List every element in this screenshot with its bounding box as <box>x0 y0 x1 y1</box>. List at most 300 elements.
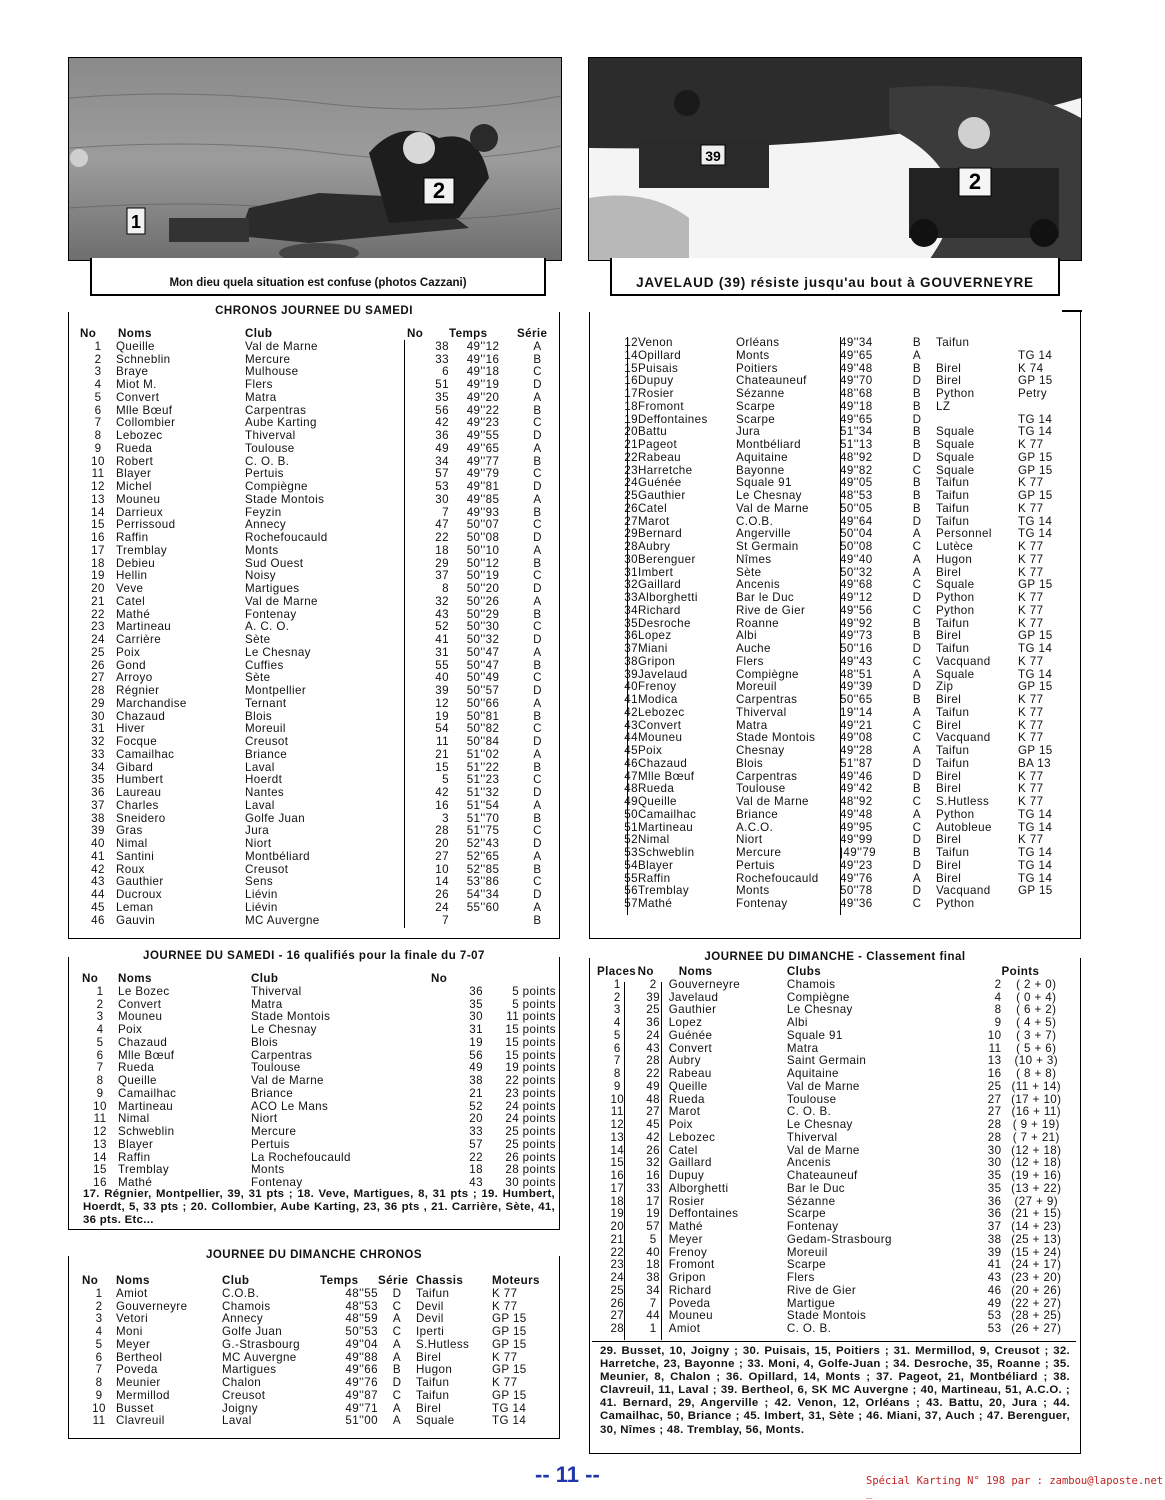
table-cell: G.-Strasbourg <box>222 1337 301 1351</box>
table-cell: A <box>533 696 542 710</box>
table-cell: Javelaud <box>668 990 719 1004</box>
box-title: CHRONOS JOURNEE DU SAMEDI <box>69 304 559 318</box>
table-cell: Python <box>936 897 975 910</box>
table-cell: A <box>533 747 542 761</box>
dimanche-classement-footnote: 29. Busset, 10, Joigny ; 30. Puisais, 15, Poitiers ; 31. Mermillod, 9, Creusot ; 32. Harretche, 23, Bayonne ; 33. Moni, 4, Golfe-Juan ; 34. Desroche, 35, Roanne ; 35. Meunier, 8, Chalon ; 36. Opillard, 14, Monts ; 37. Pageot, 21, Montbéliard ; 38. Clavreuil, 11, Laval ; 39. Bertheol, 6, SK MC Auvergne ; 40, Martineau, 51, A.C.O. ; 41. Bernard, 29, Angerville ; 42. Venon, 12, Orléans ; 43. Battu, 20, Jura ; 44. Camailhac, 50, Briance ; 45. Imbert, 31, Sète ; 46. Miani, 37, Auch ; 47. Berenguer, 30, Nîmes ; 48. Tremblay, 56, Monts. <box>600 1345 1070 1436</box>
table-cell: 2 <box>649 977 657 991</box>
table-cell: 49 <box>435 441 449 455</box>
table-cell: C <box>912 795 922 808</box>
table-cell: (26 + 27) <box>1011 1322 1062 1335</box>
table-cell: 3 <box>94 365 102 379</box>
table-cell: 57 <box>469 1137 483 1151</box>
table-cell: 49''77 <box>466 454 500 468</box>
table-row <box>600 350 1070 363</box>
table-cell: Michel <box>116 480 152 493</box>
table-cell: B <box>392 1363 402 1377</box>
table-cell: 49''71 <box>345 1401 378 1415</box>
table-cell: 13 <box>91 492 105 506</box>
table-cell: 48 <box>624 782 638 796</box>
table-row <box>82 1326 552 1339</box>
photo-left-caption <box>90 258 546 296</box>
table-cell: Fontenay <box>786 1220 839 1233</box>
table-cell: Raffin <box>116 531 149 544</box>
table-cell: Gauthier <box>116 875 164 889</box>
table-cell: (20 + 26) <box>1011 1283 1062 1297</box>
table-cell: D <box>912 769 922 783</box>
table-cell: C <box>392 1388 402 1402</box>
table-cell: 22 <box>646 1067 660 1080</box>
table-cell: 12 <box>624 336 638 349</box>
table-cell: 24 points <box>505 1112 556 1126</box>
table-cell: D <box>912 884 922 898</box>
table-cell: Compiègne <box>245 480 308 493</box>
table-cell: Carpentras <box>736 769 798 783</box>
table-cell: 51''87 <box>840 756 873 770</box>
table-cell: Veve <box>116 582 144 595</box>
table-cell: 27 <box>987 1105 1002 1119</box>
col-points <box>483 973 556 986</box>
table-cell: 49''18 <box>840 399 873 413</box>
table-cell: Creusot <box>222 1388 266 1402</box>
table-cell: Taifun <box>936 756 970 770</box>
table-row <box>600 452 1070 465</box>
table-cell: 36 <box>646 1016 660 1029</box>
table-cell: 41 <box>91 849 105 863</box>
table-cell: Rueda <box>116 441 153 455</box>
table-cell: Flers <box>736 654 764 668</box>
table-cell: 19 <box>646 1207 660 1221</box>
table-cell: 2 <box>96 997 104 1011</box>
table-cell: Stade Montois <box>251 1010 331 1024</box>
table-cell: C <box>912 603 922 617</box>
table-cell: TG 14 <box>1018 412 1053 426</box>
box-title: JOURNEE DU DIMANCHE CHRONOS <box>69 1248 559 1262</box>
table-cell: 52 <box>469 1099 483 1113</box>
table-cell: Le Chesnay <box>736 489 802 502</box>
table-cell: Taifun <box>936 336 970 349</box>
table-cell: Poix <box>638 744 663 757</box>
table-cell: 49''36 <box>840 897 873 910</box>
table-row <box>80 634 558 647</box>
table-cell: Gripon <box>668 1271 706 1284</box>
table-cell: 50''57 <box>466 684 500 697</box>
table-cell: 40 <box>435 671 449 685</box>
photo-left <box>68 57 562 261</box>
table-cell: Convert <box>118 997 162 1011</box>
table-cell: 6 <box>442 365 449 379</box>
table-cell: GP 15 <box>492 1363 527 1377</box>
table-row <box>600 860 1070 873</box>
table-cell: Gaillard <box>668 1156 712 1170</box>
table-cell: 35 <box>987 1181 1002 1195</box>
table-row <box>600 401 1070 414</box>
table-cell: 34 <box>91 760 105 774</box>
table-cell: Joigny <box>222 1401 258 1415</box>
table-cell: Sens <box>245 875 274 889</box>
table-cell: (12 + 18) <box>1011 1143 1062 1157</box>
table-cell: 22 <box>91 607 105 621</box>
table-cell: 7 <box>96 1061 104 1075</box>
table-row <box>82 1088 556 1101</box>
table-cell: Mlle Bœuf <box>118 1048 175 1062</box>
table-cell: 28 points <box>505 1163 556 1177</box>
box-title: JOURNEE DU SAMEDI - 16 qualifiés pour la finale du 7-07 <box>69 949 559 963</box>
table-row <box>80 545 558 558</box>
table-cell: 28 <box>987 1118 1002 1131</box>
table-cell: 54''34 <box>466 888 500 901</box>
table-cell: Meyer <box>668 1232 703 1246</box>
table-cell: (21 + 15) <box>1011 1207 1062 1221</box>
table-cell: C <box>912 540 922 553</box>
table-row <box>600 745 1070 758</box>
table-cell: Auche <box>736 642 771 655</box>
table-cell: 23 <box>610 1258 625 1272</box>
table-cell: 16 <box>91 531 105 544</box>
table-cell: 50''66 <box>466 696 500 710</box>
table-row <box>600 847 1070 860</box>
table-cell: 14 <box>91 505 105 519</box>
table-row <box>600 439 1070 452</box>
table-cell: Hugon <box>416 1363 453 1377</box>
table-cell: 49''39 <box>840 680 873 694</box>
table-cell: Carrière <box>116 633 162 646</box>
table-cell: 51''13 <box>840 438 873 451</box>
table-cell: K 77 <box>1018 693 1044 706</box>
table-cell: Rueda <box>668 1092 705 1106</box>
table-row <box>80 915 558 928</box>
table-cell: 22 points <box>505 1074 556 1087</box>
table-cell: Rabeau <box>638 450 682 464</box>
table-cell: 28 <box>435 824 449 838</box>
table-cell: Taifun <box>416 1388 450 1402</box>
table-cell: 35 <box>435 390 449 404</box>
table-cell: Miot M. <box>116 378 157 391</box>
table-cell: Opillard <box>638 348 682 362</box>
table-cell: GP 15 <box>1018 374 1053 388</box>
table-cell: 28 <box>624 540 638 553</box>
table-cell: Angerville <box>736 527 791 541</box>
table-cell: C <box>912 578 922 592</box>
table-cell: Hugon <box>936 552 973 566</box>
table-cell: 48''92 <box>840 795 873 808</box>
col-club: Club <box>251 972 279 985</box>
table-cell: Vetori <box>116 1312 149 1326</box>
table-cell: GP 15 <box>1018 578 1053 592</box>
table-cell: 48''59 <box>345 1312 378 1326</box>
table-cell: 29 <box>91 696 105 710</box>
col-club: Club <box>222 1274 250 1287</box>
table-cell: Martineau <box>116 620 172 634</box>
table-cell: 6 <box>96 1048 104 1062</box>
table-cell: 53 <box>987 1309 1002 1323</box>
table-cell: Feyzin <box>245 505 282 519</box>
table-row <box>80 494 558 507</box>
table-cell: 49''92 <box>840 616 873 630</box>
table-cell: 3 <box>95 1312 103 1326</box>
table-cell: TG 14 <box>492 1414 527 1428</box>
table-cell: TG 14 <box>1018 858 1053 872</box>
table-cell: 42 <box>435 416 449 430</box>
table-cell: 50''30 <box>466 620 500 634</box>
table-cell: Martigue <box>786 1296 836 1310</box>
table-cell: Niort <box>245 837 272 850</box>
table-cell: A <box>912 527 922 541</box>
table-cell: 31 <box>91 722 105 736</box>
table-cell: Moreuil <box>786 1245 828 1259</box>
table-cell: B <box>912 387 922 400</box>
table-cell: (25 + 13) <box>1011 1232 1062 1246</box>
table-cell: A <box>392 1337 402 1351</box>
table-cell: Desroche <box>638 616 691 630</box>
table-cell: (24 + 17) <box>1011 1258 1062 1272</box>
table-cell: B <box>912 425 922 439</box>
table-cell: Camailhac <box>116 747 175 761</box>
table-row <box>600 490 1070 503</box>
samedi-qualifies-rows <box>82 986 556 1190</box>
table-cell: 13 <box>93 1137 107 1151</box>
table-cell: LZ <box>936 399 951 413</box>
table-cell: 42 <box>91 862 105 876</box>
table-cell: Camailhac <box>638 807 697 821</box>
table-cell: 55''60 <box>466 900 500 914</box>
table-cell: Clavreuil <box>116 1414 165 1428</box>
table-cell: K 77 <box>1018 833 1044 847</box>
table-row <box>600 337 1070 350</box>
table-row <box>600 694 1070 707</box>
table-cell: 23 points <box>505 1086 556 1100</box>
table-cell: Rosier <box>668 1194 705 1208</box>
table-cell: 21 <box>610 1232 625 1246</box>
table-cell: Rosier <box>638 387 674 400</box>
table-cell: 27 <box>610 1309 625 1323</box>
table-cell: A <box>912 705 922 719</box>
table-cell: Mulhouse <box>245 365 299 379</box>
table-row <box>600 592 1070 605</box>
table-cell: 22 <box>469 1150 483 1164</box>
table-cell: Modica <box>638 693 678 706</box>
table-cell: 25 points <box>505 1125 556 1138</box>
table-cell: Alborghetti <box>668 1181 729 1195</box>
table-cell: 26 points <box>505 1150 556 1164</box>
table-cell: Harretche <box>638 463 693 477</box>
table-cell: Bayonne <box>736 463 785 477</box>
table-row <box>600 707 1070 720</box>
table-cell: A <box>912 565 922 579</box>
table-cell: 49''85 <box>466 492 500 506</box>
caption-text: JAVELAUD (39) résiste jusqu'au bout à GOUVERNEYRE <box>636 275 1034 290</box>
table-row <box>80 749 558 762</box>
table-cell: Chalon <box>222 1376 262 1389</box>
table-cell: 29 <box>624 527 638 541</box>
table-row <box>600 732 1070 745</box>
table-cell: 49''95 <box>840 820 873 834</box>
table-cell: K 77 <box>1018 782 1044 796</box>
table-cell: K 77 <box>1018 438 1044 451</box>
table-cell: Petry <box>1018 387 1048 400</box>
table-cell: C <box>533 365 542 379</box>
table-cell: 51 <box>624 820 638 834</box>
table-cell: K 77 <box>1018 476 1044 490</box>
table-cell: Hellin <box>116 569 148 583</box>
table-cell: GP 15 <box>1018 744 1053 757</box>
table-cell: 25 <box>646 1003 660 1017</box>
table-cell: 27 <box>435 849 449 863</box>
table-cell: Autobleue <box>936 820 992 834</box>
table-cell: 53 <box>624 846 638 859</box>
table-cell: B <box>912 501 922 515</box>
table-cell: 30 <box>435 492 449 506</box>
table-cell: Carpentras <box>736 693 798 706</box>
table-cell: Braye <box>116 365 149 379</box>
table-cell: 50''19 <box>466 569 500 583</box>
table-cell: 17 <box>646 1194 660 1208</box>
table-cell: Taifun <box>936 705 970 719</box>
table-cell: Raffin <box>638 871 671 885</box>
table-cell: Tremblay <box>116 543 168 557</box>
table-cell: 50''53 <box>345 1325 378 1338</box>
table-cell: 43 <box>435 607 449 621</box>
table-cell: K 77 <box>1018 769 1044 783</box>
table-row <box>80 698 558 711</box>
table-cell: 24 <box>610 1271 625 1284</box>
table-row <box>597 1119 1071 1132</box>
table-cell: 49''68 <box>840 578 873 592</box>
table-cell: Robert <box>116 454 154 468</box>
table-row <box>82 1126 556 1139</box>
table-cell: 13 <box>610 1130 625 1144</box>
table-cell: 37 <box>624 642 638 655</box>
table-row <box>597 1272 1071 1285</box>
table-row <box>600 388 1070 401</box>
kart-crash-photo <box>69 58 561 260</box>
kart-number: 2 <box>968 169 982 194</box>
table-cell: 55 <box>624 871 638 885</box>
table-cell: TG 14 <box>1018 425 1053 439</box>
table-cell: 28 <box>610 1322 625 1335</box>
table-row <box>80 443 558 456</box>
table-cell: S.Hutless <box>416 1337 470 1351</box>
table-cell: Chazaud <box>116 709 166 723</box>
table-cell: C <box>912 731 922 745</box>
table-cell: Camailhac <box>118 1086 177 1100</box>
table-cell: ( 4 + 5) <box>1016 1016 1057 1029</box>
table-cell: 49''65 <box>840 348 873 362</box>
table-cell <box>1018 337 1070 350</box>
table-cell: 32 <box>646 1156 660 1170</box>
table-cell: 26 <box>91 658 105 672</box>
table-cell: A <box>533 543 542 557</box>
table-cell: 9 <box>95 1388 103 1402</box>
table-cell: K 77 <box>1018 540 1044 553</box>
table-cell: Rive de Gier <box>786 1283 857 1297</box>
table-cell: Santini <box>116 849 155 863</box>
table-cell: Laval <box>245 798 275 812</box>
table-cell: Birel <box>936 718 962 732</box>
table-cell: B <box>912 616 922 630</box>
table-cell: C <box>392 1325 402 1338</box>
table-cell: 19 points <box>505 1061 556 1075</box>
table-cell: Moreuil <box>736 680 777 694</box>
table-cell: 19 <box>435 709 449 723</box>
table-cell: 9 <box>94 441 102 455</box>
table-cell: D <box>912 374 922 388</box>
table-cell: Meunier <box>116 1376 161 1389</box>
table-cell: Vacquand <box>936 654 991 668</box>
table-cell: Dupuy <box>668 1169 705 1182</box>
table-cell: Amiot <box>116 1286 148 1300</box>
table-cell: Leman <box>116 900 154 914</box>
table-cell: 32 <box>91 735 105 748</box>
table-cell: Chesnay <box>736 744 785 757</box>
table-cell: ( 8 + 8) <box>1016 1067 1057 1080</box>
table-cell: 4 <box>94 378 102 391</box>
table-cell: 8 <box>95 1376 103 1389</box>
table-cell: 15 <box>91 518 105 532</box>
table-cell: TG 14 <box>1018 846 1053 859</box>
table-cell: Darrieux <box>116 505 164 519</box>
dimanche-chronos-table <box>82 1275 552 1428</box>
table-cell: Sneidero <box>116 811 166 825</box>
table-cell: Martigues <box>245 582 300 595</box>
table-cell <box>449 915 517 928</box>
table-cell: Nantes <box>245 786 285 799</box>
table-cell: Lopez <box>638 629 672 643</box>
table-cell: MC Auvergne <box>245 913 320 927</box>
table-cell: Stade Montois <box>736 731 816 745</box>
table-cell: 21 <box>435 747 449 761</box>
table-cell: Matra <box>245 390 277 404</box>
table-cell: Ancenis <box>736 578 781 592</box>
table-cell: Marot <box>638 514 670 528</box>
table-cell: 26 <box>435 888 449 901</box>
table-cell: 8 <box>96 1074 104 1087</box>
table-cell: Mouneu <box>116 492 161 506</box>
table-row <box>600 822 1070 835</box>
table-cell: Cuffies <box>245 658 284 672</box>
table-cell <box>1018 898 1070 911</box>
table-cell: 28 <box>646 1054 660 1068</box>
table-row <box>82 1011 556 1024</box>
table-cell: 3 <box>613 1003 621 1017</box>
table-cell: Deffontaines <box>638 412 708 426</box>
table-cell: (15 + 24) <box>1011 1245 1062 1259</box>
table-cell: ( 7 + 21) <box>1012 1130 1060 1144</box>
table-cell: C <box>533 620 542 634</box>
box-title: JOURNEE DU DIMANCHE - Classement final <box>590 950 1080 964</box>
table-row <box>600 605 1070 618</box>
table-cell: 49''93 <box>466 505 500 519</box>
table-cell: Squale 91 <box>736 476 792 490</box>
table-cell: A <box>533 798 542 812</box>
table-cell: Laval <box>222 1414 252 1428</box>
table-cell: Taifun <box>936 514 970 528</box>
table-row <box>82 1024 556 1037</box>
table-cell: 31 <box>624 565 638 579</box>
table-cell: C. O. B. <box>786 1105 832 1119</box>
table-cell: 18 <box>435 543 449 557</box>
table-cell: Focque <box>116 735 158 748</box>
table-cell: 49''82 <box>840 463 873 477</box>
table-cell: Guénée <box>668 1028 713 1042</box>
table-cell: 48 <box>646 1092 660 1106</box>
table-cell: 44 <box>646 1309 660 1323</box>
table-cell: 46 <box>91 913 105 927</box>
table-cell: 49''23 <box>466 416 500 430</box>
table-cell: Gauthier <box>668 1003 717 1017</box>
table-cell: Alborghetti <box>638 591 698 604</box>
table-cell: A <box>533 390 542 404</box>
table-cell: 53 <box>435 480 449 493</box>
